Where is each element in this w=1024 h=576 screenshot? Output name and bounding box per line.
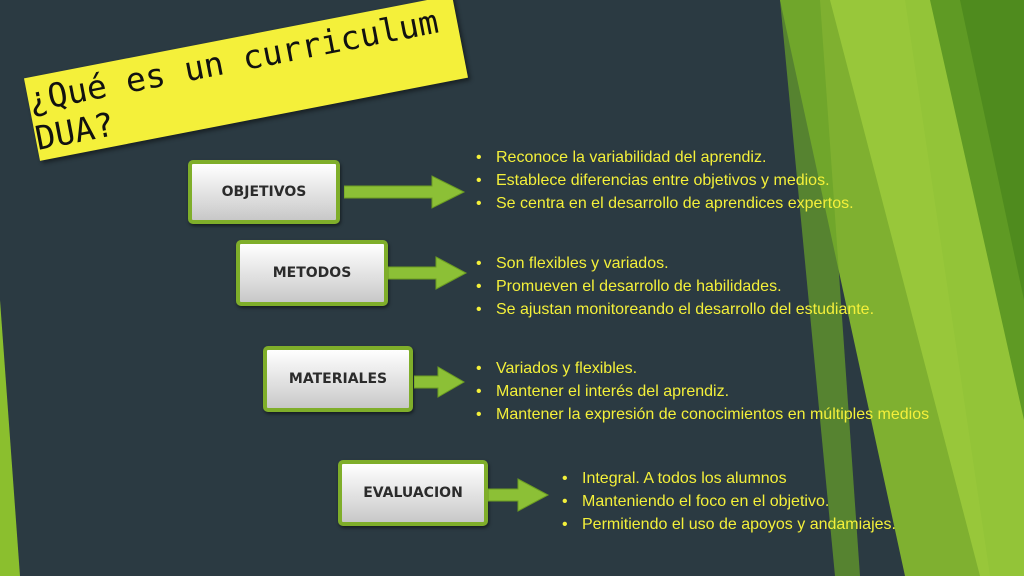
- list-item: • Promueven el desarrollo de habilidades.: [472, 275, 874, 298]
- metodos-list: [472, 252, 874, 321]
- list-item: • Establece diferencias entre objetivos y medios.: [472, 169, 854, 192]
- list-item: • Variados y flexibles.: [472, 357, 929, 380]
- list-item: • Mantener la expresión de conocimientos en múltiples medios: [472, 403, 929, 426]
- list-item: • Permitiendo el uso de apoyos y andamiajes.: [558, 513, 896, 536]
- list-item: • Manteniendo el foco en el objetivo.: [558, 490, 896, 513]
- metodos-arrow: [388, 256, 468, 290]
- evaluacion-label: EVALUACION: [363, 485, 463, 501]
- list-item: • Se ajustan monitoreando el desarrollo del estudiante.: [472, 298, 874, 321]
- materiales-arrow: [414, 366, 466, 398]
- page-title: ¿Qué es un curriculum DUA?: [24, 1, 442, 158]
- objetivos-label: OBJETIVOS: [221, 184, 307, 200]
- evaluacion-box: [338, 460, 488, 526]
- objetivos-arrow: [344, 175, 466, 209]
- list-item: • Se centra en el desarrollo de aprendices expertos.: [472, 192, 854, 215]
- objetivos-list: [472, 146, 854, 215]
- materiales-list: [472, 357, 929, 426]
- list-item: • Reconoce la variabilidad del aprendiz.: [472, 146, 854, 169]
- list-item: • Mantener el interés del aprendiz.: [472, 380, 929, 403]
- list-item: • Son flexibles y variados.: [472, 252, 874, 275]
- materiales-box: [263, 346, 413, 412]
- objetivos-box: [188, 160, 340, 224]
- materiales-label: MATERIALES: [288, 371, 388, 387]
- list-item: • Integral. A todos los alumnos: [558, 467, 896, 490]
- evaluacion-arrow: [488, 478, 550, 512]
- evaluacion-list: [558, 467, 896, 536]
- metodos-label: METODOS: [272, 265, 352, 281]
- metodos-box: [236, 240, 388, 306]
